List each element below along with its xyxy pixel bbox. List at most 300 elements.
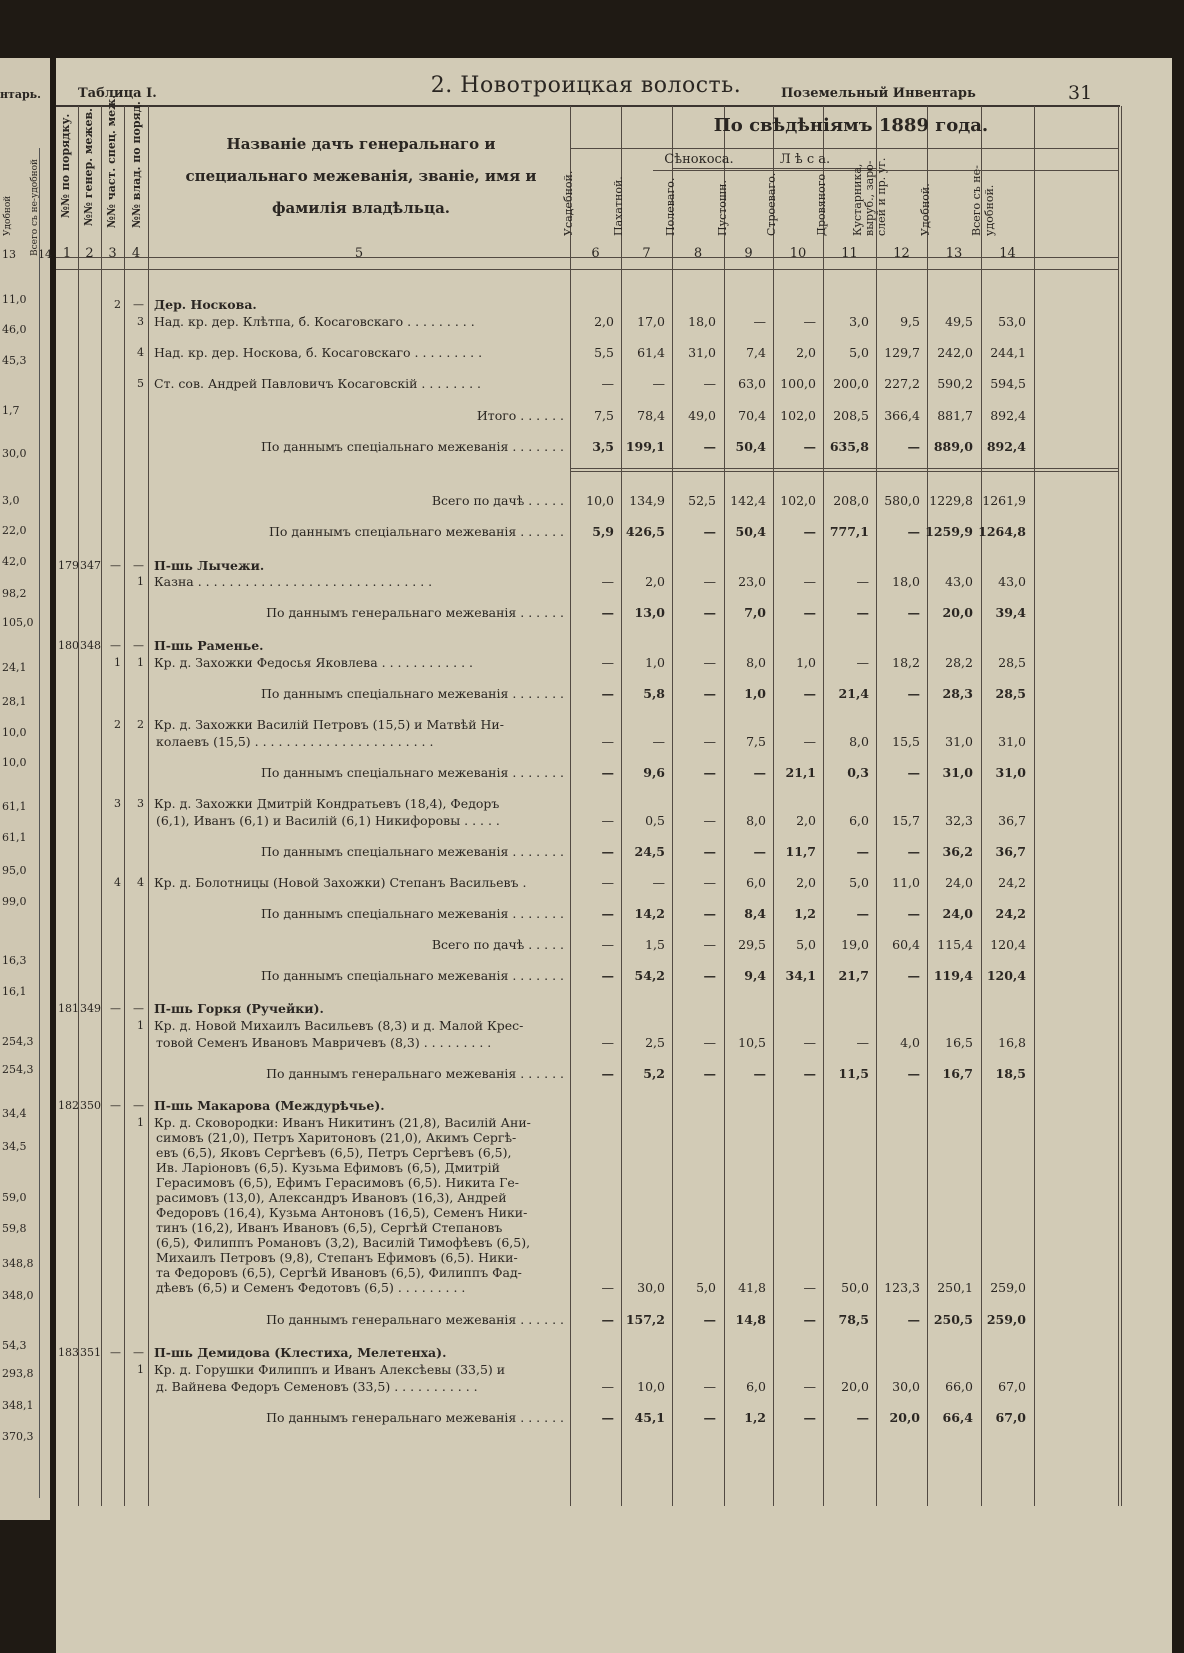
index-nn-owner: 1 xyxy=(137,656,144,669)
cell-value: 208,5 xyxy=(833,408,869,423)
cell-value: 6,0 xyxy=(849,813,869,828)
row-name: Над. кр. дер. Носкова, б. Косаговскаго . . . . . . . . . xyxy=(154,345,483,360)
column-number: 9 xyxy=(744,246,753,261)
left-page-value: 22,0 xyxy=(2,524,27,537)
index-nn-private: — xyxy=(110,1002,121,1015)
row-name: колаевъ (15,5) . . . . . . . . . . . . . . . . . . . . . . . xyxy=(156,734,434,749)
cell-value: — xyxy=(601,1280,614,1295)
left-page-value: 10,0 xyxy=(2,726,27,739)
cell-value: 2,0 xyxy=(796,345,816,360)
left-page-value: 46,0 xyxy=(2,323,27,336)
cell-value: 5,0 xyxy=(849,875,869,890)
grid-vline xyxy=(78,106,79,1506)
cell-value: — xyxy=(601,844,614,859)
cell-value: 24,2 xyxy=(998,875,1026,890)
column-number: 6 xyxy=(591,246,600,261)
index-nn-order: 182 xyxy=(58,1099,79,1112)
cell-value: 30,0 xyxy=(637,1280,665,1295)
index-nn-private: — xyxy=(110,1346,121,1359)
cell-value: 2,0 xyxy=(645,574,665,589)
left-page-value: 348,0 xyxy=(2,1289,34,1302)
row-name: По даннымъ спеціальнаго межеванія . . . . . . xyxy=(268,524,564,539)
page-title: 2. Новотроицкая волость. xyxy=(430,73,742,98)
cell-value: 41,8 xyxy=(738,1280,766,1295)
section-heading: П-шь Демидова (Клестиха, Мелетенха). xyxy=(154,1345,447,1360)
cell-value: 66,0 xyxy=(945,1379,973,1394)
left-page-value: 45,3 xyxy=(2,354,27,367)
left-col-label-a: Удобной xyxy=(3,195,13,236)
column-number: 11 xyxy=(841,246,858,261)
row-name: Герасимовъ (6,5), Ефимъ Герасимовъ (6,5). Никита Ге- xyxy=(156,1175,520,1190)
cell-value: 8,0 xyxy=(849,734,869,749)
cell-value: — xyxy=(703,906,716,921)
cell-value: 134,9 xyxy=(629,493,665,508)
cell-value: 6,0 xyxy=(746,1379,766,1394)
column-number: 5 xyxy=(354,246,364,261)
inventory-label: Поземельный Инвентарь xyxy=(781,86,976,101)
cell-value: 7,0 xyxy=(744,605,766,620)
cell-value: 119,4 xyxy=(933,968,973,983)
index-nn-private: 3 xyxy=(114,797,121,810)
index-nn-owner: 1 xyxy=(137,575,144,588)
index-nn-general: 347 xyxy=(80,559,101,572)
cell-value: — xyxy=(803,1035,816,1050)
col-label-14a: Всего съ не- xyxy=(970,165,983,236)
cell-value: 43,0 xyxy=(945,574,973,589)
row-name: Кр. д. Болотницы (Новой Захожки) Степанъ Васильевъ . xyxy=(154,875,527,890)
cell-value: 31,0 xyxy=(942,765,973,780)
column-number: 1 xyxy=(62,246,72,261)
cell-value: — xyxy=(703,574,716,589)
col-label-7: Пахатной. xyxy=(612,176,625,236)
cell-value: — xyxy=(601,906,614,921)
cell-value: 1,5 xyxy=(645,937,665,952)
cell-value: 366,4 xyxy=(884,408,920,423)
cell-value: 7,5 xyxy=(594,408,614,423)
cell-value: 52,5 xyxy=(688,493,716,508)
cell-value: — xyxy=(652,376,665,391)
cell-value: 54,2 xyxy=(634,968,665,983)
cell-value: — xyxy=(652,734,665,749)
cell-value: — xyxy=(703,875,716,890)
cell-value: 1229,8 xyxy=(929,493,973,508)
section-heading: П-шь Лычежи. xyxy=(154,558,265,573)
cell-value: 250,5 xyxy=(933,1312,973,1327)
cell-value: — xyxy=(601,574,614,589)
cell-value: 9,4 xyxy=(744,968,766,983)
cell-value: 8,0 xyxy=(746,813,766,828)
index-nn-private: 4 xyxy=(114,876,121,889)
cell-value: 19,0 xyxy=(841,937,869,952)
cell-value: — xyxy=(907,524,920,539)
cell-value: — xyxy=(601,1066,614,1081)
cell-value: 8,0 xyxy=(746,655,766,670)
cell-value: 2,0 xyxy=(594,314,614,329)
cell-value: — xyxy=(856,1410,869,1425)
cell-value: 208,0 xyxy=(833,493,869,508)
left-page-value: 34,4 xyxy=(2,1107,27,1120)
index-nn-order: 179 xyxy=(58,559,79,572)
index-nn-general: 348 xyxy=(80,639,101,652)
left-page-value: 24,1 xyxy=(2,661,27,674)
hay-group-header: Сѣнокоса. xyxy=(664,152,734,167)
grid-vline xyxy=(101,106,102,1506)
cell-value: — xyxy=(856,655,869,670)
cell-value: — xyxy=(753,314,766,329)
cell-value: 36,2 xyxy=(942,844,973,859)
cell-value: — xyxy=(803,524,816,539)
col-label-nn-owners: №№ влад. по поряд. xyxy=(130,101,143,228)
column-number: 4 xyxy=(131,246,141,261)
column-number: 7 xyxy=(642,246,651,261)
left-col-no-b: 14 xyxy=(38,248,52,261)
cell-value: 11,7 xyxy=(785,844,816,859)
left-page-value: 348,8 xyxy=(2,1257,34,1270)
left-page-value: 61,1 xyxy=(2,831,27,844)
column-number: 13 xyxy=(945,246,963,261)
cell-value: — xyxy=(703,1410,716,1425)
row-name: (6,5), Филиппъ Романовъ (3,2), Василій Тимофѣевъ (6,5), xyxy=(156,1235,531,1250)
index-nn-owner: 1 xyxy=(137,1363,144,1376)
cell-value: — xyxy=(601,686,614,701)
grid-hline xyxy=(672,168,773,169)
cell-value: — xyxy=(601,655,614,670)
row-name: Ив. Ларіоновъ (6,5). Кузьма Ефимовъ (6,5), Дмитрій xyxy=(156,1160,500,1175)
cell-value: — xyxy=(856,605,869,620)
cell-value: — xyxy=(703,765,716,780)
cell-value: — xyxy=(907,1312,920,1327)
year-header: По свѣдѣніямъ 1889 года. xyxy=(713,115,989,136)
grid-hline xyxy=(570,148,1118,149)
column-number: 8 xyxy=(693,246,703,261)
index-nn-general: 350 xyxy=(80,1099,101,1112)
left-page-value: 99,0 xyxy=(2,895,27,908)
left-page-value: 54,3 xyxy=(2,1339,27,1352)
row-name: Кр. д. Захожки Федосья Яковлева . . . . . . . . . . . . xyxy=(154,655,474,670)
cell-value: 1261,9 xyxy=(982,493,1026,508)
cell-value: 102,0 xyxy=(780,493,816,508)
cell-value: — xyxy=(703,968,716,983)
cell-value: 21,1 xyxy=(785,765,816,780)
row-name: евъ (6,5), Яковъ Сергѣевъ (6,5), Петръ Сергѣевъ (6,5), xyxy=(156,1145,512,1160)
cell-value: 36,7 xyxy=(995,844,1026,859)
cell-value: — xyxy=(753,844,766,859)
cell-value: 34,1 xyxy=(785,968,816,983)
cell-value: 142,4 xyxy=(730,493,766,508)
cell-value: 60,4 xyxy=(892,937,920,952)
cell-value: — xyxy=(803,734,816,749)
column-number: 14 xyxy=(999,246,1016,261)
index-nn-order: 181 xyxy=(58,1002,79,1015)
index-nn-owner: 4 xyxy=(137,876,144,889)
left-page-value: 28,1 xyxy=(2,695,27,708)
left-page-value: 10,0 xyxy=(2,756,27,769)
row-name: тинъ (16,2), Иванъ Ивановъ (6,5), Сергѣй Степановъ xyxy=(156,1220,503,1235)
cell-value: 426,5 xyxy=(625,524,665,539)
row-name: Казна . . . . . . . . . . . . . . . . . . . . . . . . . . . . . . xyxy=(154,574,433,589)
cell-value: — xyxy=(907,1066,920,1081)
cell-value: 10,5 xyxy=(738,1035,766,1050)
cell-value: 881,7 xyxy=(937,408,973,423)
cell-value: 78,5 xyxy=(838,1312,869,1327)
cell-value: — xyxy=(703,1312,716,1327)
cell-value: 28,3 xyxy=(942,686,973,701)
cell-value: — xyxy=(652,875,665,890)
cell-value: — xyxy=(803,1066,816,1081)
cell-value: 580,0 xyxy=(884,493,920,508)
cell-value: 635,8 xyxy=(829,439,869,454)
col-label-13: Удобной. xyxy=(919,183,932,236)
cell-value: 157,2 xyxy=(625,1312,665,1327)
cell-value: — xyxy=(601,937,614,952)
section-heading: П-шь Макарова (Междурѣчье). xyxy=(154,1098,385,1113)
cell-value: — xyxy=(753,1066,766,1081)
cell-value: 3,5 xyxy=(592,439,614,454)
cell-value: 10,0 xyxy=(637,1379,665,1394)
index-nn-owner: 1 xyxy=(137,1116,144,1129)
cell-value: — xyxy=(703,655,716,670)
left-page-value: 98,2 xyxy=(2,587,27,600)
column-number: 10 xyxy=(789,246,807,261)
cell-value: 200,0 xyxy=(833,376,869,391)
cell-value: 14,8 xyxy=(735,1312,766,1327)
column-number: 3 xyxy=(108,246,117,261)
cell-value: 28,2 xyxy=(945,655,973,670)
index-nn-owner: — xyxy=(133,1002,144,1015)
row-name: Всего по дачѣ . . . . . xyxy=(431,937,564,952)
left-page-value: 370,3 xyxy=(2,1430,34,1443)
cell-value: 39,4 xyxy=(995,605,1026,620)
cell-value: — xyxy=(601,1035,614,1050)
cell-value: — xyxy=(803,439,816,454)
cell-value: 777,1 xyxy=(829,524,869,539)
cell-value: 36,7 xyxy=(998,813,1026,828)
cell-value: 70,4 xyxy=(738,408,766,423)
forest-group-header: Л ѣ с а. xyxy=(779,152,831,167)
cell-value: 24,0 xyxy=(942,906,973,921)
left-page-edge xyxy=(0,58,50,1520)
index-nn-owner: 5 xyxy=(137,377,144,390)
index-nn-owner: — xyxy=(133,559,144,572)
cell-value: 20,0 xyxy=(841,1379,869,1394)
index-nn-owner: — xyxy=(133,298,144,311)
cell-value: — xyxy=(601,1379,614,1394)
cell-value: 45,1 xyxy=(634,1410,665,1425)
cell-value: 2,5 xyxy=(645,1035,665,1050)
cell-value: 5,0 xyxy=(796,937,816,952)
cell-value: — xyxy=(856,906,869,921)
cell-value: — xyxy=(703,844,716,859)
col-label-9: Пустошн. xyxy=(716,180,729,236)
cell-value: — xyxy=(803,1312,816,1327)
cell-value: 889,0 xyxy=(933,439,973,454)
row-name: д. Вайнева Федоръ Семеновъ (33,5) . . . . . . . . . . . xyxy=(156,1379,478,1394)
cell-value: — xyxy=(803,1379,816,1394)
row-name: дѣевъ (6,5) и Семенъ Федотовъ (6,5) . . . . . . . . . xyxy=(156,1280,466,1295)
cell-value: 2,0 xyxy=(796,875,816,890)
index-nn-private: 2 xyxy=(114,298,121,311)
cell-value: 28,5 xyxy=(998,655,1026,670)
cell-value: — xyxy=(703,1379,716,1394)
cell-value: 199,1 xyxy=(625,439,665,454)
index-nn-owner: — xyxy=(133,1099,144,1112)
row-name: Кр. д. Сковородки: Иванъ Никитинъ (21,8), Василій Ани- xyxy=(154,1115,531,1130)
left-page-value: 254,3 xyxy=(2,1035,34,1048)
cell-value: 14,2 xyxy=(634,906,665,921)
cell-value: 78,4 xyxy=(637,408,665,423)
cell-value: — xyxy=(703,1035,716,1050)
left-page-value: 16,1 xyxy=(2,985,27,998)
grid-vline xyxy=(124,106,125,1506)
cell-value: 16,5 xyxy=(945,1035,973,1050)
left-page-value: 105,0 xyxy=(2,616,34,629)
grid-vline xyxy=(148,106,149,1506)
cell-value: — xyxy=(803,314,816,329)
cell-value: 3,0 xyxy=(849,314,869,329)
index-nn-owner: — xyxy=(133,639,144,652)
cell-value: 28,5 xyxy=(995,686,1026,701)
cell-value: 594,5 xyxy=(990,376,1026,391)
cell-value: — xyxy=(601,968,614,983)
index-nn-private: — xyxy=(110,639,121,652)
index-nn-order: 180 xyxy=(58,639,79,652)
grid-hline xyxy=(56,269,1118,270)
left-page-value: 42,0 xyxy=(2,555,27,568)
cell-value: 29,5 xyxy=(738,937,766,952)
cell-value: 67,0 xyxy=(995,1410,1026,1425)
cell-value: 1259,9 xyxy=(925,524,973,539)
left-page-value: 61,1 xyxy=(2,800,27,813)
row-name: Кр. д. Новой Михаилъ Васильевъ (8,3) и д. Малой Крес- xyxy=(154,1018,524,1033)
section-heading: П-шь Горкя (Ручейки). xyxy=(154,1001,324,1016)
cell-value: 120,4 xyxy=(986,968,1026,983)
cell-value: — xyxy=(703,524,716,539)
cell-value: 9,5 xyxy=(900,314,920,329)
left-page-value: 95,0 xyxy=(2,864,27,877)
cell-value: 7,5 xyxy=(746,734,766,749)
index-nn-owner: 4 xyxy=(137,346,144,359)
index-nn-owner: 3 xyxy=(137,797,144,810)
cell-value: 13,0 xyxy=(634,605,665,620)
index-nn-owner: 2 xyxy=(137,718,144,731)
row-name: Над. кр. дер. Клѣтпа, б. Косаговскаго . . . . . . . . . xyxy=(154,314,475,329)
cell-value: 5,0 xyxy=(849,345,869,360)
cell-value: — xyxy=(907,906,920,921)
cell-value: — xyxy=(601,765,614,780)
row-name: По даннымъ спеціальнаго межеванія . . . . . . . xyxy=(261,968,564,983)
left-col-no-a: 13 xyxy=(2,248,16,261)
index-nn-private: — xyxy=(110,1099,121,1112)
grid-vline xyxy=(1121,106,1122,1506)
name-column-header: Названіе дачъ генеральнаго и специальнаго межеванія, званіе, имя и фамилія владѣльца. xyxy=(185,135,537,217)
index-nn-owner: 1 xyxy=(137,1019,144,1032)
index-nn-general: 349 xyxy=(80,1002,101,1015)
col-label-nn-order: №№ по порядку. xyxy=(59,113,72,218)
col-label-12a: Кустарника, xyxy=(851,163,864,236)
col-label-12c: слей и пр. уг. xyxy=(875,157,888,236)
row-name: Кр. д. Захожки Дмитрій Кондратьевъ (18,4), Федоръ xyxy=(154,796,500,811)
cell-value: — xyxy=(907,844,920,859)
row-name: По даннымъ спеціальнаго межеванія . . . . . . . xyxy=(261,686,564,701)
row-name: расимовъ (13,0), Александръ Ивановъ (16,3), Андрей xyxy=(156,1190,507,1205)
cell-value: 892,4 xyxy=(986,439,1026,454)
row-name: По даннымъ спеціальнаго межеванія . . . . . . . xyxy=(261,906,564,921)
cell-value: — xyxy=(907,605,920,620)
cell-value: 4,0 xyxy=(900,1035,920,1050)
cell-value: — xyxy=(703,734,716,749)
section-heading: П-шь Раменье. xyxy=(154,638,264,653)
cell-value: 1,2 xyxy=(744,1410,766,1425)
left-col-label-b: Всего съ не-удобной xyxy=(30,158,40,256)
row-name: та Федоровъ (6,5), Сергѣй Ивановъ (6,5), Филиппъ Фад- xyxy=(156,1265,522,1280)
cell-value: 115,4 xyxy=(937,937,973,952)
left-page-value: 34,5 xyxy=(2,1140,27,1153)
cell-value: 21,4 xyxy=(838,686,869,701)
cell-value: 16,8 xyxy=(998,1035,1026,1050)
index-nn-owner: 3 xyxy=(137,315,144,328)
cell-value: 1,0 xyxy=(645,655,665,670)
cell-value: 892,4 xyxy=(990,408,1026,423)
cell-value: 20,0 xyxy=(889,1410,920,1425)
row-name: Всего по дачѣ . . . . . xyxy=(431,493,564,508)
cell-value: 15,5 xyxy=(892,734,920,749)
document-page xyxy=(56,58,1172,1653)
cell-value: — xyxy=(907,439,920,454)
cell-value: 20,0 xyxy=(942,605,973,620)
cell-value: — xyxy=(856,844,869,859)
cell-value: 5,2 xyxy=(643,1066,665,1081)
cell-value: 31,0 xyxy=(945,734,973,749)
cell-value: 23,0 xyxy=(738,574,766,589)
col-label-6: Усадебной. xyxy=(562,170,575,236)
left-page-value: 254,3 xyxy=(2,1063,34,1076)
cell-value: 53,0 xyxy=(998,314,1026,329)
cell-value: 259,0 xyxy=(986,1312,1026,1327)
cell-value: 8,4 xyxy=(744,906,766,921)
cell-value: — xyxy=(907,686,920,701)
cell-value: 32,3 xyxy=(945,813,973,828)
row-name: По даннымъ генеральнаго межеванія . . . . . . xyxy=(266,1410,564,1425)
cell-value: 18,2 xyxy=(892,655,920,670)
cell-value: 259,0 xyxy=(990,1280,1026,1295)
row-name: По даннымъ генеральнаго межеванія . . . . . . xyxy=(266,1066,564,1081)
section-heading: Дер. Носкова. xyxy=(154,297,257,312)
grid-hline xyxy=(570,471,1118,472)
cell-value: 50,0 xyxy=(841,1280,869,1295)
cell-value: 244,1 xyxy=(990,345,1026,360)
index-nn-private: 2 xyxy=(114,718,121,731)
cell-value: — xyxy=(601,734,614,749)
cell-value: 120,4 xyxy=(990,937,1026,952)
row-name: товой Семенъ Ивановъ Мавричевъ (8,3) . . . . . . . . . xyxy=(156,1035,492,1050)
cell-value: — xyxy=(703,605,716,620)
cell-value: 50,4 xyxy=(735,524,766,539)
row-name: По даннымъ спеціальнаго межеванія . . . . . . . xyxy=(261,765,564,780)
cell-value: 590,2 xyxy=(937,376,973,391)
cell-value: — xyxy=(803,1410,816,1425)
left-page-value: 59,8 xyxy=(2,1222,27,1235)
left-page-value: 348,1 xyxy=(2,1399,34,1412)
index-nn-order: 183 xyxy=(58,1346,79,1359)
cell-value: 2,0 xyxy=(796,813,816,828)
cell-value: 16,7 xyxy=(942,1066,973,1081)
col-label-nn-private: №№ част. спец. меж. xyxy=(105,94,118,228)
cell-value: — xyxy=(601,1312,614,1327)
cell-value: 1264,8 xyxy=(978,524,1026,539)
cell-value: — xyxy=(601,813,614,828)
cell-value: — xyxy=(703,937,716,952)
row-name: Итого . . . . . . xyxy=(476,408,564,423)
